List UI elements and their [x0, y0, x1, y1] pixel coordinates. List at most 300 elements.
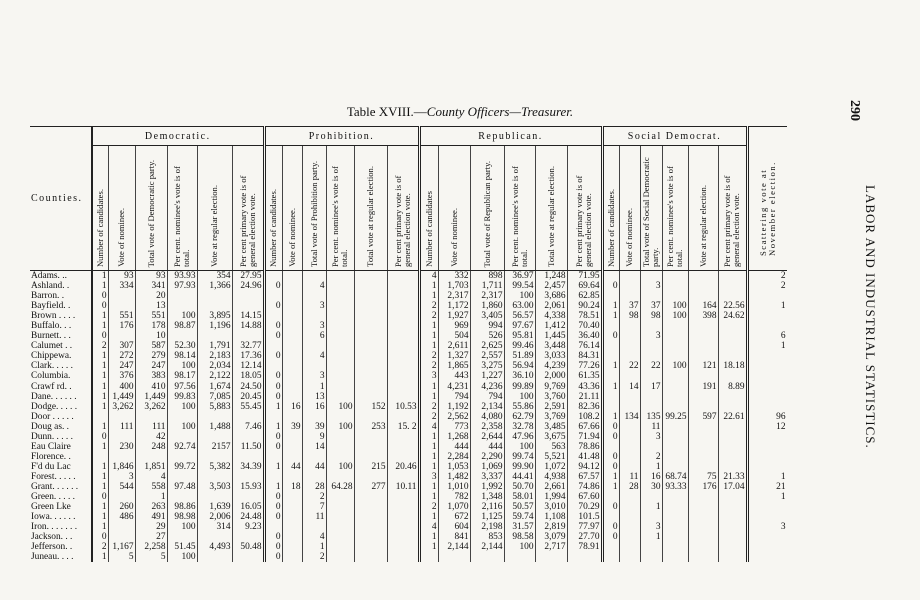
pro-cell: 28 — [302, 482, 326, 492]
dem-cell — [167, 301, 197, 311]
soc-cell — [718, 492, 747, 502]
soc-cell — [718, 371, 747, 381]
rep-cell: 100 — [504, 291, 535, 301]
dem-cell — [232, 532, 264, 542]
dem-cell: 20 — [135, 291, 167, 301]
pro-cell: 0 — [264, 552, 282, 562]
dem-cell: 5 — [108, 552, 135, 562]
pro-cell: 1 — [302, 382, 326, 392]
header-rep-candidates: Number of candidates — [419, 146, 438, 271]
pro-cell — [354, 271, 387, 282]
rep-cell: 3,275 — [470, 361, 504, 371]
dem-cell — [108, 412, 135, 422]
dem-cell: 551 — [108, 311, 135, 321]
pro-cell — [354, 351, 387, 361]
soc-cell — [662, 432, 688, 442]
soc-cell: 93.33 — [662, 482, 688, 492]
soc-cell — [688, 502, 718, 512]
dem-cell: 5,382 — [197, 462, 232, 472]
page-number: 290 — [847, 100, 862, 121]
rep-cell: 1,248 — [535, 271, 567, 282]
dem-cell — [197, 412, 232, 422]
dem-cell: 1 — [92, 382, 108, 392]
dem-cell: 9.23 — [232, 522, 264, 532]
rep-cell: 78.51 — [567, 311, 602, 321]
rep-cell: 1,412 — [535, 321, 567, 331]
soc-cell — [662, 281, 688, 291]
soc-cell — [640, 552, 662, 562]
dem-cell: 587 — [135, 341, 167, 351]
rep-cell: 67.60 — [567, 492, 602, 502]
pro-cell: 44 — [282, 462, 302, 472]
county-name: Adams. .. — [31, 271, 67, 281]
pro-cell — [302, 311, 326, 321]
table-row — [30, 452, 787, 462]
pro-cell — [354, 432, 387, 442]
scattering-cell: 2 — [747, 271, 787, 282]
soc-cell: 22 — [619, 361, 640, 371]
pro-cell: 7 — [302, 502, 326, 512]
rep-cell: 4,239 — [535, 361, 567, 371]
scattering-cell: 21 — [747, 482, 787, 492]
soc-cell — [718, 321, 747, 331]
rep-cell: 4 — [419, 522, 438, 532]
dem-cell: 3 — [108, 472, 135, 482]
dem-cell: 14.88 — [232, 321, 264, 331]
soc-cell: 21.33 — [718, 472, 747, 482]
soc-cell — [662, 522, 688, 532]
pro-cell: 18 — [282, 482, 302, 492]
dem-cell: 52.30 — [167, 341, 197, 351]
soc-cell — [602, 271, 619, 282]
soc-cell — [602, 321, 619, 331]
pro-cell — [282, 311, 302, 321]
rep-cell: 36.40 — [567, 331, 602, 341]
table-row — [30, 522, 787, 532]
rep-cell: 794 — [470, 392, 504, 402]
table-row — [30, 321, 787, 331]
rep-cell: 1,192 — [438, 402, 470, 412]
rep-cell: 1,992 — [470, 482, 504, 492]
rep-cell: 69.64 — [567, 281, 602, 291]
rep-cell: 1 — [419, 291, 438, 301]
pro-cell: 100 — [326, 462, 354, 472]
table-title-italic: County Officers—Treasurer. — [426, 104, 574, 119]
county-name: Clark. . . . . — [31, 361, 73, 372]
dem-cell: 2,183 — [197, 351, 232, 361]
soc-cell — [640, 402, 662, 412]
table-row — [30, 281, 787, 291]
table-row — [30, 271, 787, 282]
rep-cell: 99.46 — [504, 341, 535, 351]
soc-cell — [619, 442, 640, 452]
pro-cell — [282, 331, 302, 341]
dem-cell: 1,449 — [108, 392, 135, 402]
pro-cell — [264, 291, 282, 301]
pro-cell — [302, 412, 326, 422]
rep-cell: 70.29 — [567, 502, 602, 512]
pro-cell — [326, 321, 354, 331]
soc-cell — [619, 271, 640, 282]
soc-cell — [688, 341, 718, 351]
soc-cell: 75 — [688, 472, 718, 482]
soc-cell — [619, 341, 640, 351]
dem-cell: 334 — [108, 281, 135, 291]
soc-cell — [718, 392, 747, 402]
county-name: Forest. . . . . — [31, 471, 76, 482]
soc-cell: 22.61 — [718, 412, 747, 422]
soc-cell: 68.74 — [662, 472, 688, 482]
pro-cell: 1 — [264, 462, 282, 472]
pro-cell — [326, 382, 354, 392]
soc-cell — [662, 552, 688, 562]
rep-cell: 1,327 — [438, 351, 470, 361]
pro-cell — [282, 452, 302, 462]
pro-cell — [326, 281, 354, 291]
pro-cell — [387, 522, 419, 532]
pro-cell: 0 — [264, 442, 282, 452]
pro-cell: 44 — [302, 462, 326, 472]
soc-cell — [619, 321, 640, 331]
pro-cell: 0 — [264, 502, 282, 512]
county-name: Dane. . . . . . — [31, 391, 77, 402]
running-head: LABOR AND INDUSTRIAL STATISTICS. — [863, 185, 878, 449]
rep-cell: 3,686 — [535, 291, 567, 301]
dem-cell — [232, 432, 264, 442]
soc-cell — [662, 321, 688, 331]
soc-cell — [662, 331, 688, 341]
soc-cell — [619, 291, 640, 301]
rep-cell: 3,010 — [535, 502, 567, 512]
rep-cell: 4,236 — [470, 382, 504, 392]
scattering-cell — [747, 371, 787, 381]
scattering-cell — [747, 351, 787, 361]
dem-cell — [197, 301, 232, 311]
dem-cell: 100 — [167, 311, 197, 321]
dem-cell: 0 — [92, 331, 108, 341]
soc-cell: 0 — [602, 502, 619, 512]
dem-cell: 1,851 — [135, 462, 167, 472]
rep-cell: 3,405 — [470, 311, 504, 321]
dem-cell: 0 — [92, 532, 108, 542]
dem-cell: 341 — [135, 281, 167, 291]
rep-cell: 526 — [470, 331, 504, 341]
rep-cell: 1 — [419, 482, 438, 492]
pro-cell: 39 — [302, 422, 326, 432]
scattering-cell: 12 — [747, 422, 787, 432]
rep-cell: 74.86 — [567, 482, 602, 492]
county-name: Bayfield. . — [31, 301, 71, 312]
pro-cell — [264, 311, 282, 321]
pro-cell — [387, 271, 419, 282]
pro-cell: 11 — [302, 512, 326, 522]
pro-cell: 4 — [302, 281, 326, 291]
soc-cell — [640, 321, 662, 331]
scattering-cell — [747, 452, 787, 462]
pro-cell — [354, 412, 387, 422]
dem-cell: 544 — [108, 482, 135, 492]
dem-cell: 410 — [135, 382, 167, 392]
pro-cell — [354, 492, 387, 502]
soc-cell: 11 — [619, 472, 640, 482]
dem-cell: 10 — [135, 331, 167, 341]
scattering-cell: 3 — [747, 522, 787, 532]
county-name: Burnett. . . — [31, 331, 71, 342]
pro-cell — [387, 502, 419, 512]
rep-cell: 1,072 — [535, 462, 567, 472]
pro-cell — [354, 321, 387, 331]
rep-cell: 1,865 — [438, 361, 470, 371]
soc-cell — [602, 492, 619, 502]
dem-cell: 51.45 — [167, 542, 197, 552]
dem-cell: 1 — [92, 371, 108, 381]
table-title-prefix: Table XVIII.— — [346, 104, 427, 119]
soc-cell — [602, 371, 619, 381]
pro-cell — [302, 341, 326, 351]
dem-cell: 42 — [135, 432, 167, 442]
soc-cell: 18.18 — [718, 361, 747, 371]
rep-cell: 43.36 — [567, 382, 602, 392]
header-counties: Counties. — [30, 127, 92, 271]
pro-cell: 16 — [302, 402, 326, 412]
rep-cell: 1,445 — [535, 331, 567, 341]
county-name: Jefferson. . — [31, 542, 73, 553]
county-name: Green Lke — [31, 502, 71, 513]
soc-cell: 24.62 — [718, 311, 747, 321]
pro-cell: 1 — [264, 402, 282, 412]
dem-cell: 4,493 — [197, 542, 232, 552]
soc-cell — [718, 552, 747, 562]
dem-cell: 100 — [167, 552, 197, 562]
pro-cell — [282, 432, 302, 442]
soc-cell — [640, 492, 662, 502]
rep-cell: 90.24 — [567, 301, 602, 311]
pro-cell — [302, 472, 326, 482]
table-row — [30, 382, 787, 392]
soc-cell — [688, 321, 718, 331]
group-republican: Republican. — [419, 127, 602, 146]
dem-cell: 1 — [92, 442, 108, 452]
pro-cell — [326, 552, 354, 562]
soc-cell — [619, 522, 640, 532]
county-name: Iron. . . . . . . — [31, 522, 78, 533]
soc-cell — [718, 331, 747, 341]
pro-cell — [354, 532, 387, 542]
dem-cell — [167, 492, 197, 502]
scattering-cell — [747, 442, 787, 452]
pro-cell — [387, 492, 419, 502]
soc-cell: 1 — [640, 502, 662, 512]
rep-cell: 1 — [419, 532, 438, 542]
scattering-cell: 96 — [747, 412, 787, 422]
rep-cell: 2,591 — [535, 402, 567, 412]
dem-cell: 3,895 — [197, 311, 232, 321]
rep-cell: 2 — [419, 311, 438, 321]
county-name: Brown . . . . — [31, 311, 76, 322]
rep-cell: 2,562 — [438, 412, 470, 422]
rep-cell: 1 — [419, 432, 438, 442]
rep-cell: 1 — [419, 442, 438, 452]
dem-cell: 247 — [135, 361, 167, 371]
header-dem-candidates: Number of candidates. — [92, 146, 108, 271]
rep-cell: 55.86 — [504, 402, 535, 412]
soc-cell — [602, 291, 619, 301]
dem-cell: 1,196 — [197, 321, 232, 331]
county-name: Buffalo. . . — [31, 321, 72, 332]
pro-cell: 0 — [264, 281, 282, 291]
soc-cell — [688, 462, 718, 472]
rep-cell: 994 — [470, 321, 504, 331]
soc-cell: 176 — [688, 482, 718, 492]
soc-cell — [688, 291, 718, 301]
rep-cell: 5,521 — [535, 452, 567, 462]
pro-cell — [326, 361, 354, 371]
table-title — [300, 104, 620, 120]
county-name: Grant. . . . . . — [31, 481, 79, 492]
pro-cell: 9 — [302, 432, 326, 442]
pro-cell — [354, 552, 387, 562]
soc-cell — [662, 542, 688, 552]
dem-cell — [135, 412, 167, 422]
dem-cell: 1 — [92, 311, 108, 321]
county-name: Crawf rd. . — [31, 381, 72, 392]
rep-cell: 99.74 — [504, 452, 535, 462]
header-scattering: Scattering vote at November election. — [747, 127, 787, 271]
pro-cell: 0 — [264, 512, 282, 522]
dem-cell — [108, 331, 135, 341]
soc-cell — [662, 291, 688, 301]
rep-cell: 3,485 — [535, 422, 567, 432]
dem-cell: 400 — [108, 382, 135, 392]
pro-cell — [387, 311, 419, 321]
pro-cell — [282, 291, 302, 301]
rep-cell: 443 — [438, 371, 470, 381]
dem-cell: 272 — [108, 351, 135, 361]
soc-cell — [662, 271, 688, 282]
rep-cell: 2,625 — [470, 341, 504, 351]
dem-cell: 1 — [92, 472, 108, 482]
scattering-cell: 2 — [747, 281, 787, 291]
dem-cell: 314 — [197, 522, 232, 532]
rep-cell: 2,819 — [535, 522, 567, 532]
rep-cell: 1,482 — [438, 472, 470, 482]
rep-cell: 2 — [419, 402, 438, 412]
soc-cell — [662, 502, 688, 512]
soc-cell — [619, 452, 640, 462]
pro-cell — [282, 301, 302, 311]
dem-cell: 248 — [135, 442, 167, 452]
pro-cell — [354, 281, 387, 291]
soc-cell — [619, 552, 640, 562]
rep-cell: 50.70 — [504, 482, 535, 492]
rep-cell: 1,927 — [438, 311, 470, 321]
rep-cell: 4,938 — [535, 472, 567, 482]
dem-cell: 15.93 — [232, 482, 264, 492]
rep-cell: 2,557 — [470, 351, 504, 361]
dem-cell: 93.93 — [167, 271, 197, 282]
dem-cell: 97.48 — [167, 482, 197, 492]
rep-cell: 82.36 — [567, 402, 602, 412]
dem-cell — [197, 432, 232, 442]
rep-cell: 2 — [419, 301, 438, 311]
dem-cell: 98.14 — [167, 351, 197, 361]
rep-cell: 56.94 — [504, 361, 535, 371]
county-name: Green. . . . . — [31, 492, 75, 503]
rep-cell: 41.48 — [567, 452, 602, 462]
soc-cell — [602, 341, 619, 351]
soc-cell: 1 — [602, 311, 619, 321]
county-name: Eau Claire — [31, 441, 71, 452]
dem-cell: 486 — [108, 512, 135, 522]
table-row — [30, 392, 787, 402]
dem-cell: 5 — [135, 552, 167, 562]
soc-cell — [662, 532, 688, 542]
dem-cell: 1,488 — [197, 422, 232, 432]
header-pro-regular: Total vote at regular election. — [354, 146, 387, 271]
pro-cell: 0 — [264, 371, 282, 381]
rep-cell: 4,080 — [470, 412, 504, 422]
header-soc-candidates: Number of candidates. — [602, 146, 619, 271]
pro-cell — [326, 472, 354, 482]
table-row — [30, 512, 787, 522]
rep-cell: 2 — [419, 502, 438, 512]
dem-cell: 16.05 — [232, 502, 264, 512]
soc-cell — [688, 402, 718, 412]
soc-cell — [662, 452, 688, 462]
dem-cell — [232, 412, 264, 422]
dem-cell: 1,167 — [108, 542, 135, 552]
pro-cell — [282, 492, 302, 502]
pro-cell: 2 — [302, 552, 326, 562]
soc-cell: 22 — [640, 361, 662, 371]
rep-cell: 1 — [419, 542, 438, 552]
rep-cell: 1,053 — [438, 462, 470, 472]
soc-cell: 1 — [640, 462, 662, 472]
pro-cell — [326, 412, 354, 422]
dem-cell: 98.87 — [167, 321, 197, 331]
rep-cell: 67.57 — [567, 472, 602, 482]
rep-cell: 2,611 — [438, 341, 470, 351]
soc-cell: 99.25 — [662, 412, 688, 422]
soc-cell — [718, 281, 747, 291]
soc-cell: 0 — [602, 281, 619, 291]
soc-cell — [688, 522, 718, 532]
pro-cell — [387, 472, 419, 482]
pro-cell — [326, 271, 354, 282]
rep-cell: 1 — [419, 452, 438, 462]
dem-cell — [197, 452, 232, 462]
pro-cell — [282, 321, 302, 331]
dem-cell — [92, 412, 108, 422]
table-row — [30, 351, 787, 361]
dem-cell: 1 — [92, 502, 108, 512]
rep-cell: 2,644 — [470, 432, 504, 442]
soc-cell — [688, 512, 718, 522]
table-body — [30, 271, 787, 563]
soc-cell — [619, 492, 640, 502]
dem-cell — [167, 472, 197, 482]
soc-cell — [688, 331, 718, 341]
pro-cell: 16 — [282, 402, 302, 412]
dem-cell — [92, 452, 108, 462]
pro-cell — [354, 512, 387, 522]
rep-cell: 3 — [419, 472, 438, 482]
scattering-cell — [747, 502, 787, 512]
soc-cell — [688, 432, 718, 442]
soc-cell — [602, 552, 619, 562]
pro-cell — [282, 271, 302, 282]
dem-cell: 98.98 — [167, 512, 197, 522]
